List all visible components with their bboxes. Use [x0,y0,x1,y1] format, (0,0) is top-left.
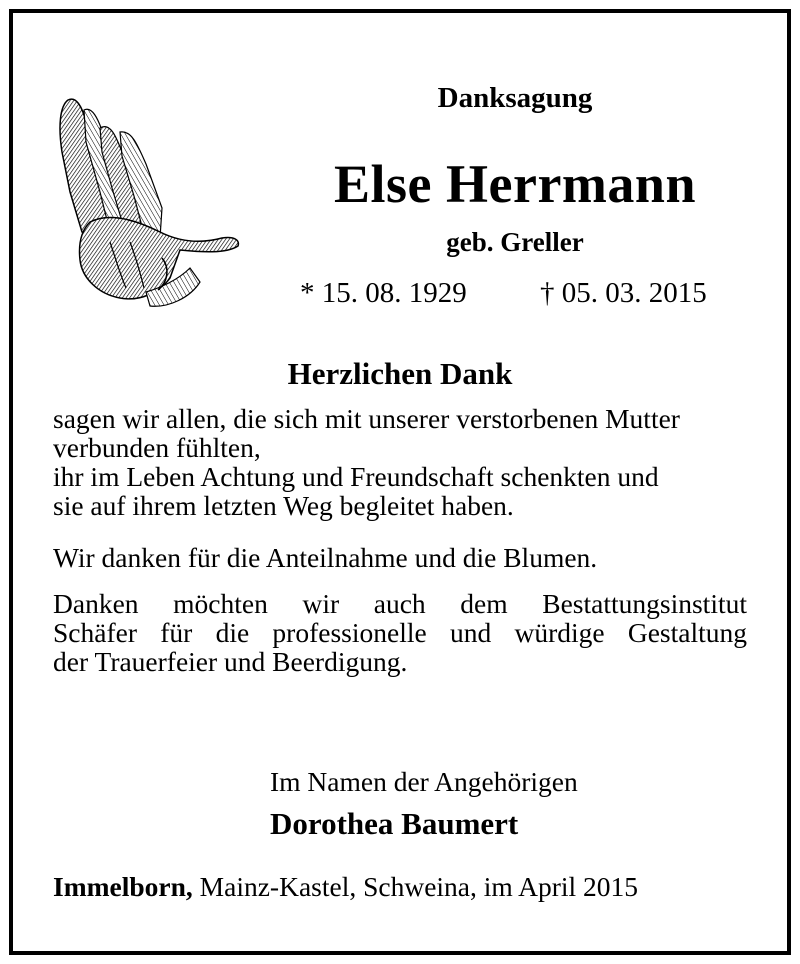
praying-hands-icon [50,92,245,312]
signature-intro: Im Namen der Angehörigen [270,766,578,797]
death-date: † 05. 03. 2015 [540,277,707,309]
deceased-name: Else Herrmann [334,154,696,214]
paragraph-line: ihr im Leben Achtung und Freundschaft schenkten und [53,461,659,492]
thanks-paragraph-3 [53,589,747,676]
paragraph-line: der Trauerfeier und Beerdigung. [53,646,408,677]
maiden-name: geb. Greller [446,227,584,257]
birth-date: * 15. 08. 1929 [300,277,467,309]
thanks-paragraph-1 [53,404,747,520]
place-primary: Immelborn, [53,871,193,902]
paragraph-line: sagen wir allen, die sich mit unserer verstorbenen Mutter [53,403,680,434]
notice-title: Danksagung [437,82,593,114]
place-rest: Mainz-Kastel, Schweina, im April 2015 [192,871,639,902]
paragraph-line: sie auf ihrem letzten Weg begleitet haben. [53,490,514,521]
paragraph-line: verbunden fühlten, [53,432,261,463]
paragraph-line: Schäfer für die professionelle und würdige Gestaltung [53,617,747,648]
place-date-line [53,871,747,903]
paragraph-line: Danken möchten wir auch dem Bestattungsinstitut [53,588,747,619]
thanks-heading: Herzlichen Dank [287,356,513,391]
signer-name: Dorothea Baumert [270,806,519,841]
thanks-paragraph-2: Wir danken für die Anteilnahme und die Blumen. [53,542,598,573]
